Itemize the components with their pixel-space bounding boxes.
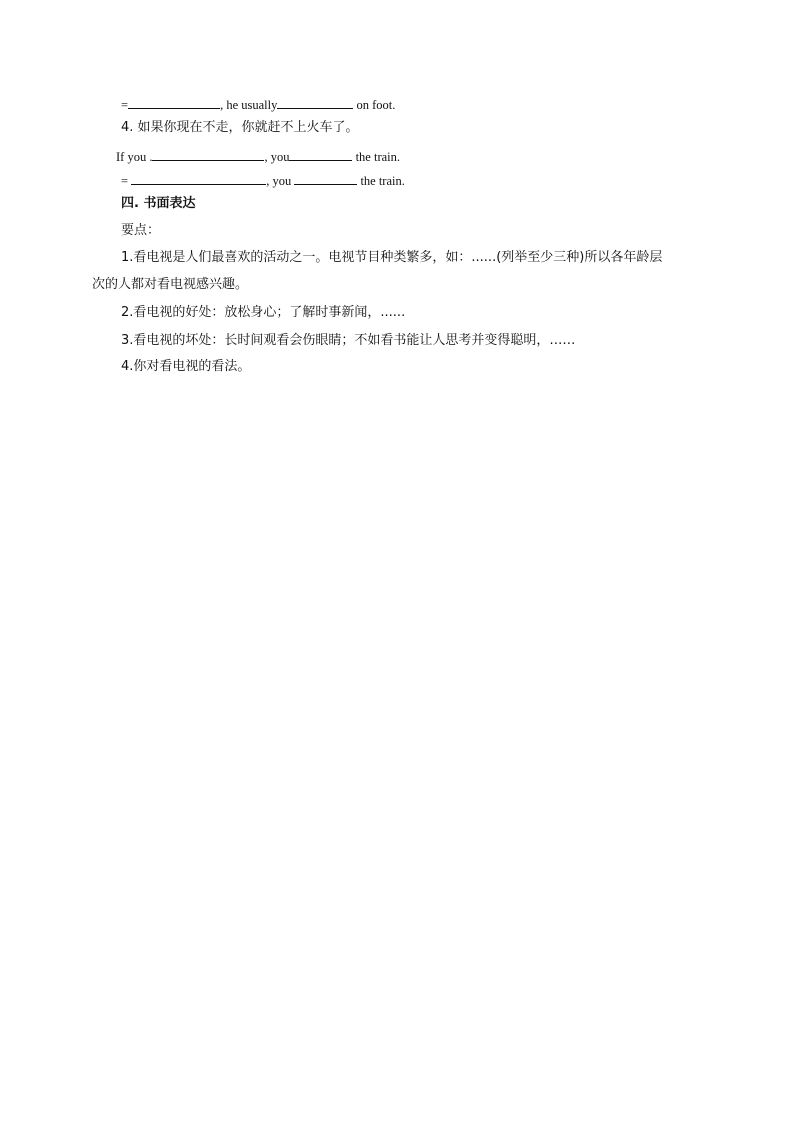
blank-field[interactable] — [131, 173, 266, 185]
blank-field[interactable] — [152, 149, 264, 161]
blank-field[interactable] — [128, 97, 220, 109]
answer-text: If you . — [116, 150, 153, 164]
equals-prefix: = — [121, 98, 129, 112]
point-3: 3.看电视的坏处：长时间观看会伤眼睛；不如看书能让人思考并变得聪明，…… — [121, 333, 576, 348]
point-2: 2.看电视的好处：放松身心；了解时事新闻，...... — [121, 305, 406, 320]
blank-field[interactable] — [277, 97, 353, 109]
answer-line-3b — [121, 97, 395, 112]
section-heading: 四. 书面表达 — [121, 196, 196, 211]
blank-field[interactable] — [289, 149, 352, 161]
answer-line-4b — [121, 173, 405, 188]
answer-text: = — [121, 174, 132, 188]
point-4: 4.你对看电视的看法。 — [121, 359, 251, 374]
answer-text: , he usually — [220, 98, 278, 112]
answer-text: on foot. — [353, 98, 396, 112]
answer-text: the train. — [357, 174, 405, 188]
exercise-4-prompt: 4. 如果你现在不走，你就赶不上火车了。 — [121, 120, 359, 135]
blank-field[interactable] — [294, 173, 357, 185]
point-1-line-1: 1.看电视是人们最喜欢的活动之一。电视节目种类繁多，如：......(列举至少三种)所以各年龄层 — [121, 250, 663, 265]
answer-text: , you — [264, 150, 290, 164]
points-intro: 要点： — [121, 223, 161, 238]
answer-line-4a — [116, 149, 400, 164]
answer-text: , you — [266, 174, 295, 188]
answer-text: the train. — [352, 150, 401, 164]
point-1-line-2: 次的人都对看电视感兴趣。 — [92, 277, 249, 292]
